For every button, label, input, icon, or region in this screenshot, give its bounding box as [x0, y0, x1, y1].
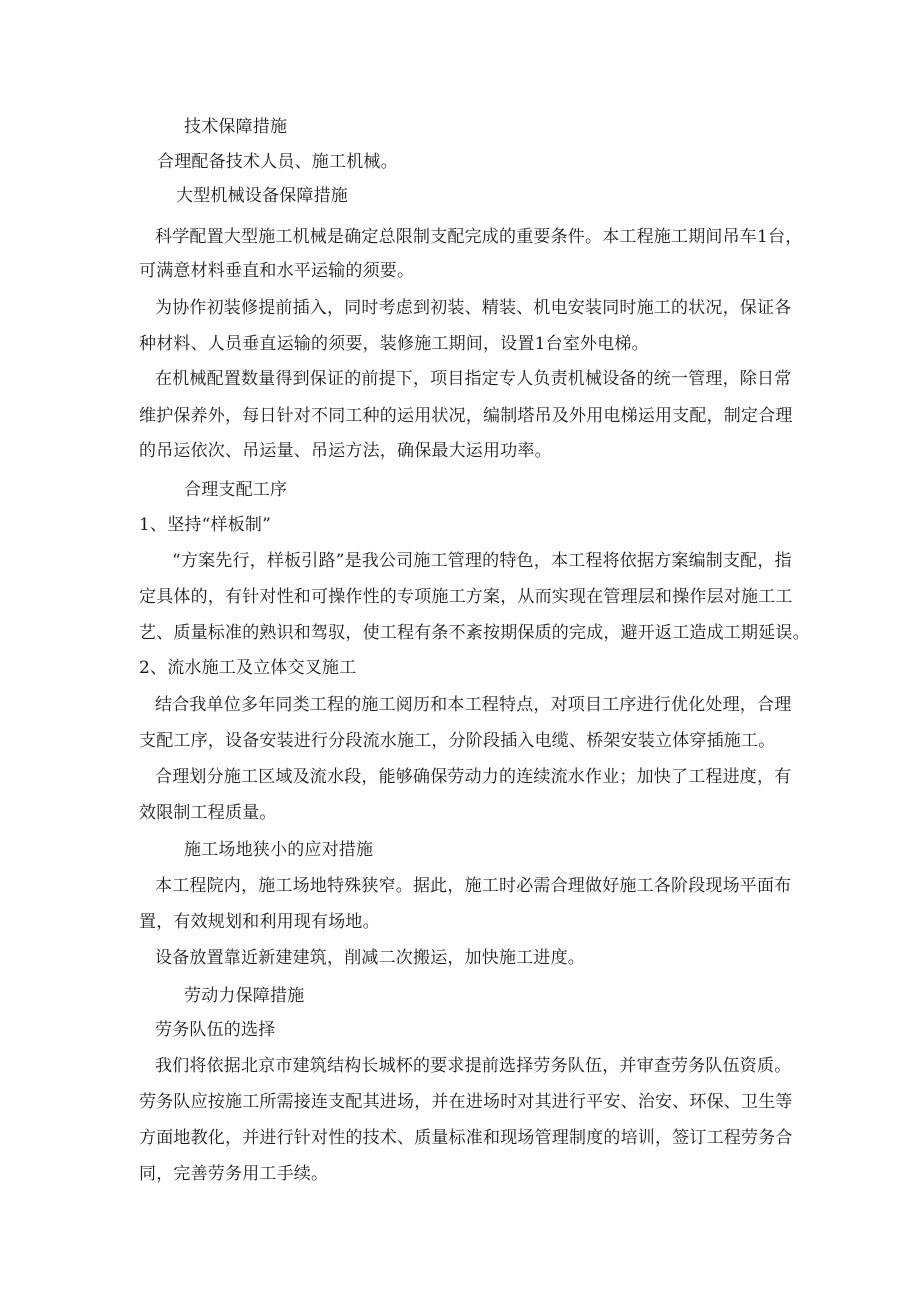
- paragraph-line: 我们将依据北京市建筑结构长城杯的要求提前选择劳务队伍，并审查劳务队伍资质。: [155, 1056, 792, 1076]
- paragraph-line: 定具体的，有针对性和可操作性的专项施工方案，从而实现在管理层和操作层对施工工: [139, 587, 793, 607]
- heading-large-machinery: 大型机械设备保障措施: [176, 186, 348, 206]
- paragraph-line: 在机械配置数量得到保证的前提下，项目指定专人负责机械设备的统一管理，除日常: [155, 369, 792, 389]
- paragraph-line: 结合我单位多年同类工程的施工阅历和本工程特点，对项目工序进行优化处理，合理: [155, 695, 792, 715]
- paragraph-line: 维护保养外，每日针对不同工种的运用状况，编制塔吊及外用电梯运用支配，制定合理: [139, 406, 793, 426]
- paragraph-line: “方案先行，样板引路”是我公司施工管理的特色，本工程将依据方案编制支配，指: [172, 551, 792, 571]
- paragraph-line: 可满意材料垂直和水平运输的须要。: [139, 261, 415, 281]
- heading-tech-guarantee: 技术保障措施: [184, 117, 288, 137]
- paragraph-line: 效限制工程质量。: [139, 803, 277, 823]
- paragraph-line: 劳务队应按施工所需接连支配其进场，并在进场时对其进行平安、治安、环保、卫生等: [139, 1092, 793, 1112]
- paragraph-line: 的吊运依次、吊运量、吊运方法，确保最大运用功率。: [139, 441, 552, 461]
- heading-labor-guarantee: 劳动力保障措施: [184, 986, 305, 1006]
- subheading-flow-construction: 2、流水施工及立体交叉施工: [139, 658, 357, 678]
- paragraph-line: 艺、质量标准的熟识和驾驭，使工程有条不紊按期保质的完成，避开返工造成工期延误。: [139, 623, 810, 643]
- paragraph-line: 合理配备技术人员、施工机械。: [157, 152, 398, 172]
- subheading-labor-team: 劳务队伍的选择: [155, 1020, 276, 1040]
- subheading-sample-system: 1、坚持“样板制”: [139, 515, 271, 535]
- paragraph-line: 设备放置靠近新建建筑，削减二次搬运，加快施工进度。: [155, 948, 585, 968]
- paragraph-line: 本工程院内，施工场地特殊狭窄。据此，施工时必需合理做好施工各阶段现场平面布: [155, 876, 792, 896]
- paragraph-line: 科学配置大型施工机械是确定总限制支配完成的重要条件。本工程施工期间吊车1台，: [155, 227, 803, 247]
- heading-narrow-site: 施工场地狭小的应对措施: [184, 840, 374, 860]
- paragraph-line: 支配工序，设备安装进行分段流水施工，分阶段插入电缆、桥架安装立体穿插施工。: [139, 731, 776, 751]
- paragraph-line: 同，完善劳务用工手续。: [139, 1164, 329, 1184]
- paragraph-line: 置，有效规划和利用现有场地。: [139, 912, 380, 932]
- paragraph-line: 方面地教化，并进行针对性的技术、质量标准和现场管理制度的培训，签订工程劳务合: [139, 1128, 793, 1148]
- heading-process-arrangement: 合理支配工序: [184, 480, 288, 500]
- paragraph-line: 为协作初装修提前插入，同时考虑到初装、精装、机电安装同时施工的状况，保证各: [155, 298, 792, 318]
- paragraph-line: 合理划分施工区域及流水段，能够确保劳动力的连续流水作业；加快了工程进度，有: [155, 767, 792, 787]
- paragraph-line: 种材料、人员垂直运输的须要，装修施工期间，设置1台室外电梯。: [139, 334, 649, 354]
